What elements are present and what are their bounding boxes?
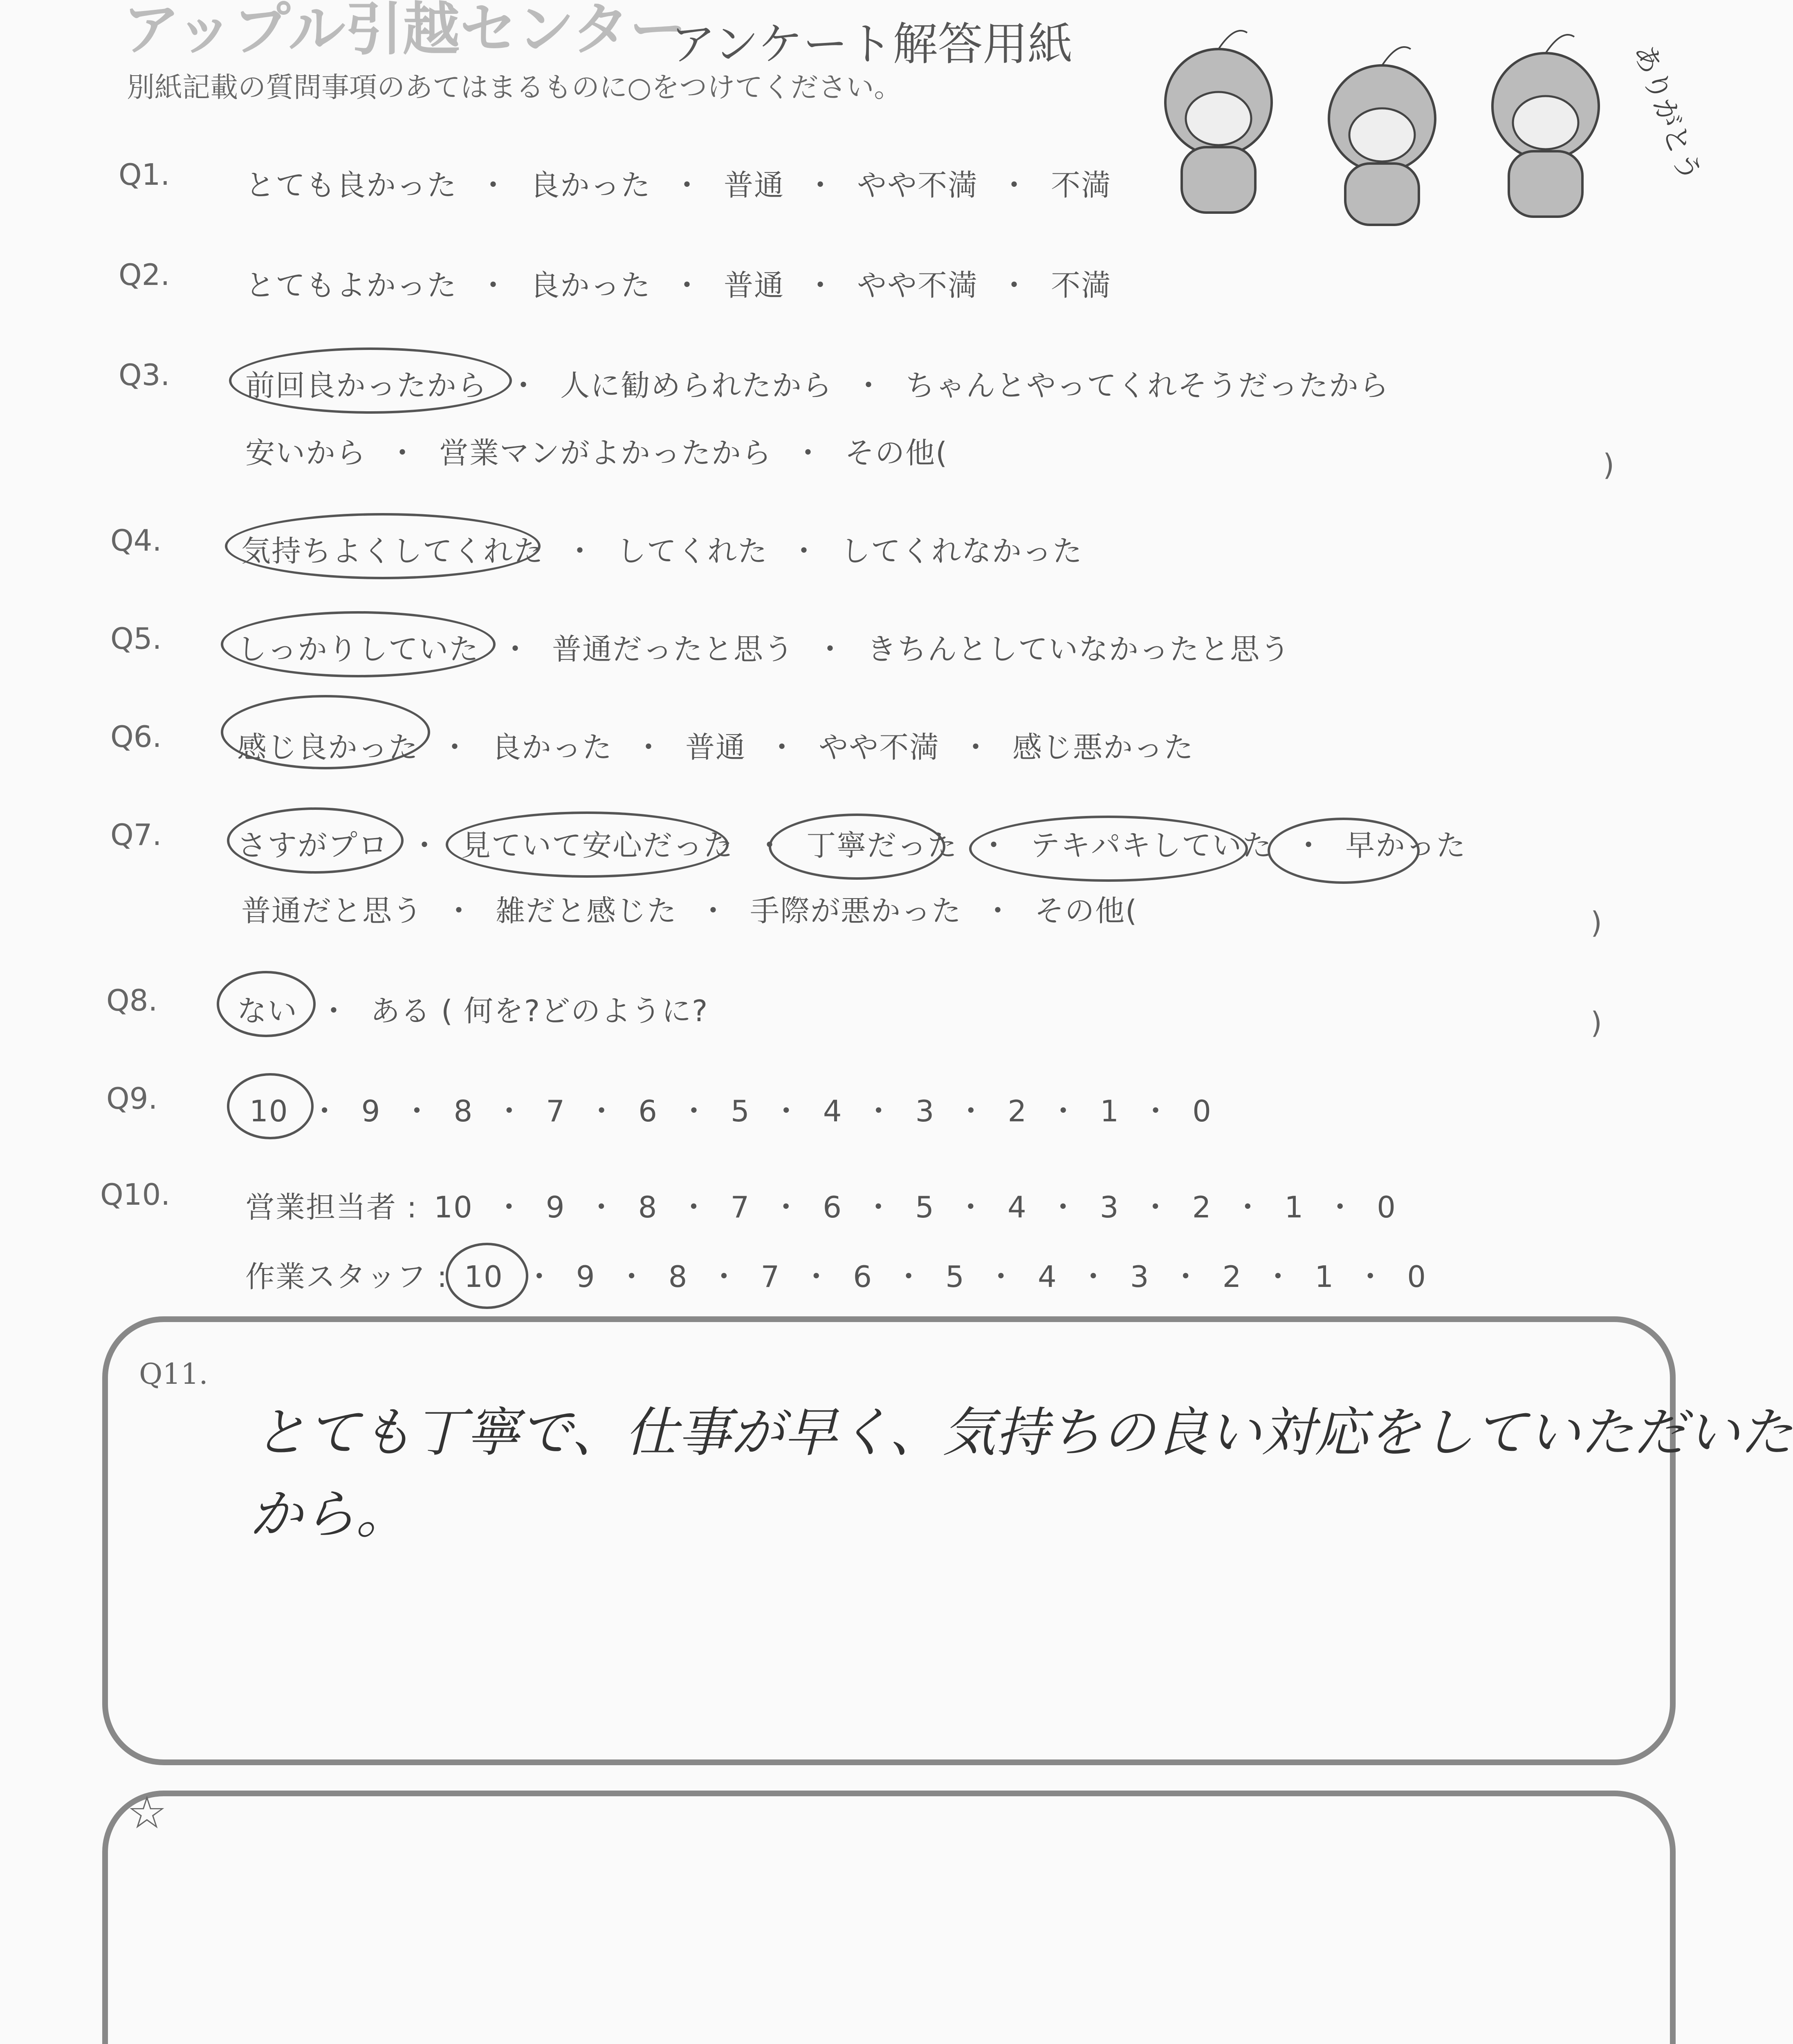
brand-title: アップル引越センター (123, 0, 687, 63)
q11-answer-line1: とても丁寧で、仕事が早く、気持ちの良い対応をしていただいた (254, 1401, 1793, 1464)
q7-selected-circle-pro (227, 807, 404, 874)
q9-option[interactable]: 5 (730, 1094, 750, 1128)
q2-option[interactable]: やや不満 (857, 268, 978, 303)
q10-staff-option[interactable]: 8 (668, 1260, 688, 1294)
instruction-text: 別紙記載の質問事項のあてはまるものに○をつけてください。 (127, 72, 902, 104)
q6-label: Q6. (110, 719, 162, 754)
q10-sales-label: 営業担当者 : (245, 1190, 418, 1224)
q6-option[interactable]: 感じ良かった (237, 730, 419, 764)
q6-option[interactable]: 感じ悪かった (1012, 730, 1194, 764)
q11-answer-line2: から。 (249, 1483, 409, 1545)
q5-option[interactable]: きちんとしていなかったと思う (867, 632, 1291, 666)
q5-selected-circle (221, 611, 496, 677)
q2-option[interactable]: 良かった (530, 268, 651, 303)
q10-staff-option[interactable]: 1 (1315, 1260, 1335, 1294)
q10-staff-option[interactable]: 5 (945, 1260, 965, 1294)
q7-options-line1: さすがプロ ・ 見ていて安心だった ・ 丁寧だった ・ テキパキしていた ・ 早かった (237, 828, 1467, 863)
q2-options: とてもよかった ・ 良かった ・ 普通 ・ やや不満 ・ 不満 (245, 268, 1112, 303)
q10-staff-option[interactable]: 7 (761, 1260, 781, 1294)
q7-option[interactable]: 手際が悪かった (750, 894, 962, 928)
q9-options: 10 ・ 9 ・ 8 ・ 7 ・ 6 ・ 5 ・ 4 ・ 3 ・ 2 ・ 1 ・ 0 (249, 1094, 1212, 1128)
q8-label: Q8. (106, 983, 158, 1018)
q7-option[interactable]: 普通だと思う (241, 894, 423, 928)
q10-sales-option[interactable]: 10 (434, 1190, 473, 1224)
q7-selected-circle-tekipaki (969, 816, 1248, 882)
q7-selected-circle-hayakatta (1268, 818, 1420, 884)
q10-staff-option[interactable]: 10 (464, 1260, 503, 1294)
q1-option[interactable]: 不満 (1051, 168, 1112, 202)
q5-options: しっかりしていた ・ 普通だったと思う ・ きちんとしていなかったと思う (237, 632, 1291, 666)
q1-options: とても良かった ・ 良かった ・ 普通 ・ やや不満 ・ 不満 (245, 168, 1112, 202)
q7-selected-circle-anshin (446, 811, 729, 878)
q1-option[interactable]: とても良かった (245, 168, 458, 202)
q7-option[interactable]: さすがプロ (237, 828, 389, 863)
q4-label: Q4. (110, 523, 162, 558)
q9-option[interactable]: 10 (249, 1094, 289, 1128)
q7-selected-circle-teinei (769, 814, 945, 880)
q10-staff-option[interactable]: 3 (1130, 1260, 1150, 1294)
q2-option[interactable]: 不満 (1051, 268, 1112, 303)
q10-sales-option[interactable]: 7 (730, 1190, 750, 1224)
q9-selected-circle (227, 1073, 314, 1139)
q10-staff-option[interactable]: 6 (853, 1260, 873, 1294)
q9-option[interactable]: 7 (546, 1094, 566, 1128)
mascot-thanks-text: ありがとう (1627, 40, 1708, 186)
q10-staff-option[interactable]: 4 (1037, 1260, 1057, 1294)
q9-option[interactable]: 3 (915, 1094, 935, 1128)
q5-label: Q5. (110, 621, 162, 656)
q8-option[interactable]: ある ( 何を?どのように? (370, 994, 709, 1028)
mascot-illustration (1137, 8, 1708, 237)
q5-option[interactable]: しっかりしていた (237, 632, 480, 666)
q7-options-line2: 普通だと思う ・ 雑だと感じた ・ 手際が悪かった ・ その他( (241, 894, 1138, 928)
q3-label: Q3. (119, 358, 170, 392)
q2-label: Q2. (119, 258, 170, 292)
q7-option[interactable]: その他( (1035, 894, 1138, 928)
q3-option[interactable]: 人に勧められたから (560, 368, 833, 403)
comment-box[interactable] (102, 1791, 1676, 2044)
q1-label: Q1. (119, 157, 170, 192)
q10-sales-row: 営業担当者 : 10 ・ 9 ・ 8 ・ 7 ・ 6 ・ 5 ・ 4 ・ 3 ・ 2 ・ 1 ・ 0 (245, 1190, 1397, 1224)
q2-option[interactable]: とてもよかった (245, 268, 458, 303)
q11-label: Q11. (139, 1357, 208, 1391)
q6-options: 感じ良かった ・ 良かった ・ 普通 ・ やや不満 ・ 感じ悪かった (237, 730, 1194, 764)
q4-options: 気持ちよくしてくれた ・ してくれた ・ してくれなかった (241, 534, 1083, 568)
q3-option[interactable]: 前回良かったから (245, 368, 488, 403)
q3-options-line1: 前回良かったから ・ 人に勧められたから ・ ちゃんとやってくれそうだったから (245, 368, 1390, 403)
q7-option[interactable]: テキパキしていた (1030, 828, 1273, 863)
q10-sales-option[interactable]: 6 (823, 1190, 843, 1224)
q7-option[interactable]: 早かった (1345, 828, 1467, 863)
q8-option[interactable]: ない (237, 994, 298, 1028)
q9-option[interactable]: 9 (361, 1094, 381, 1128)
q10-sales-option[interactable]: 2 (1192, 1190, 1212, 1224)
q7-label: Q7. (110, 818, 162, 852)
q10-sales-option[interactable]: 4 (1007, 1190, 1027, 1224)
q8-options: ない ・ ある ( 何を?どのように? (237, 994, 709, 1028)
q4-selected-circle (225, 513, 541, 579)
q3-option[interactable]: 営業マンがよかったから (439, 436, 772, 470)
q10-staff-option[interactable]: 0 (1407, 1260, 1427, 1294)
q8-close-paren: ) (1591, 1006, 1602, 1040)
q9-option[interactable]: 1 (1100, 1094, 1120, 1128)
q10-staff-row: 作業スタッフ : 10 ・ 9 ・ 8 ・ 7 ・ 6 ・ 5 ・ 4 ・ 3 ・ 2 ・ 1 ・ 0 (245, 1260, 1427, 1294)
q1-option[interactable]: やや不満 (857, 168, 978, 202)
q10-staff-option[interactable]: 9 (576, 1260, 596, 1294)
form-subtitle: アンケート解答用紙 (671, 18, 1073, 70)
star-icon: ☆ (127, 1786, 167, 1839)
q10-sales-option[interactable]: 0 (1377, 1190, 1397, 1224)
q3-close-paren: ) (1603, 448, 1615, 482)
q3-option[interactable]: ちゃんとやってくれそうだったから (905, 368, 1390, 403)
q10-sales-option[interactable]: 9 (545, 1190, 566, 1224)
q9-label: Q9. (106, 1081, 158, 1116)
q10-staff-option[interactable]: 2 (1222, 1260, 1242, 1294)
q10-staff-selected-circle (446, 1243, 528, 1309)
q7-option[interactable]: 雑だと感じた (496, 894, 678, 928)
q7-option[interactable]: 丁寧だった (806, 828, 958, 863)
q9-option[interactable]: 4 (823, 1094, 843, 1128)
q6-option[interactable]: 良かった (491, 730, 613, 764)
q3-selected-circle (229, 347, 512, 414)
q4-option[interactable]: してくれなかった (841, 534, 1083, 568)
q6-option[interactable]: やや不満 (819, 730, 940, 764)
q3-option[interactable]: 安いから (245, 436, 367, 470)
q2-option[interactable]: 普通 (724, 268, 785, 303)
q3-option[interactable]: その他( (845, 436, 948, 470)
q7-option[interactable]: 見ていて安心だった (461, 828, 734, 863)
q10-sales-option[interactable]: 5 (915, 1190, 935, 1224)
q8-selected-circle (217, 971, 316, 1037)
q7-close-paren: ) (1591, 905, 1602, 940)
q9-option[interactable]: 2 (1008, 1094, 1028, 1128)
q6-option[interactable]: 普通 (685, 730, 746, 764)
q3-options-line2: 安いから ・ 営業マンがよかったから ・ その他( (245, 436, 948, 470)
q1-option[interactable]: 普通 (724, 168, 785, 202)
q5-option[interactable]: 普通だったと思う (552, 632, 794, 666)
q9-option[interactable]: 0 (1192, 1094, 1212, 1128)
q10-staff-label: 作業スタッフ : (245, 1260, 448, 1294)
q10-sales-option[interactable]: 1 (1284, 1190, 1304, 1224)
q1-option[interactable]: 良かった (530, 168, 651, 202)
q9-option[interactable]: 8 (453, 1094, 473, 1128)
q6-selected-circle (221, 695, 430, 769)
q4-option[interactable]: 気持ちよくしてくれた (241, 534, 544, 568)
q9-option[interactable]: 6 (638, 1094, 658, 1128)
q10-label: Q10. (100, 1177, 171, 1212)
q10-sales-option[interactable]: 8 (638, 1190, 658, 1224)
q10-sales-option[interactable]: 3 (1100, 1190, 1120, 1224)
q4-option[interactable]: してくれた (617, 534, 768, 568)
